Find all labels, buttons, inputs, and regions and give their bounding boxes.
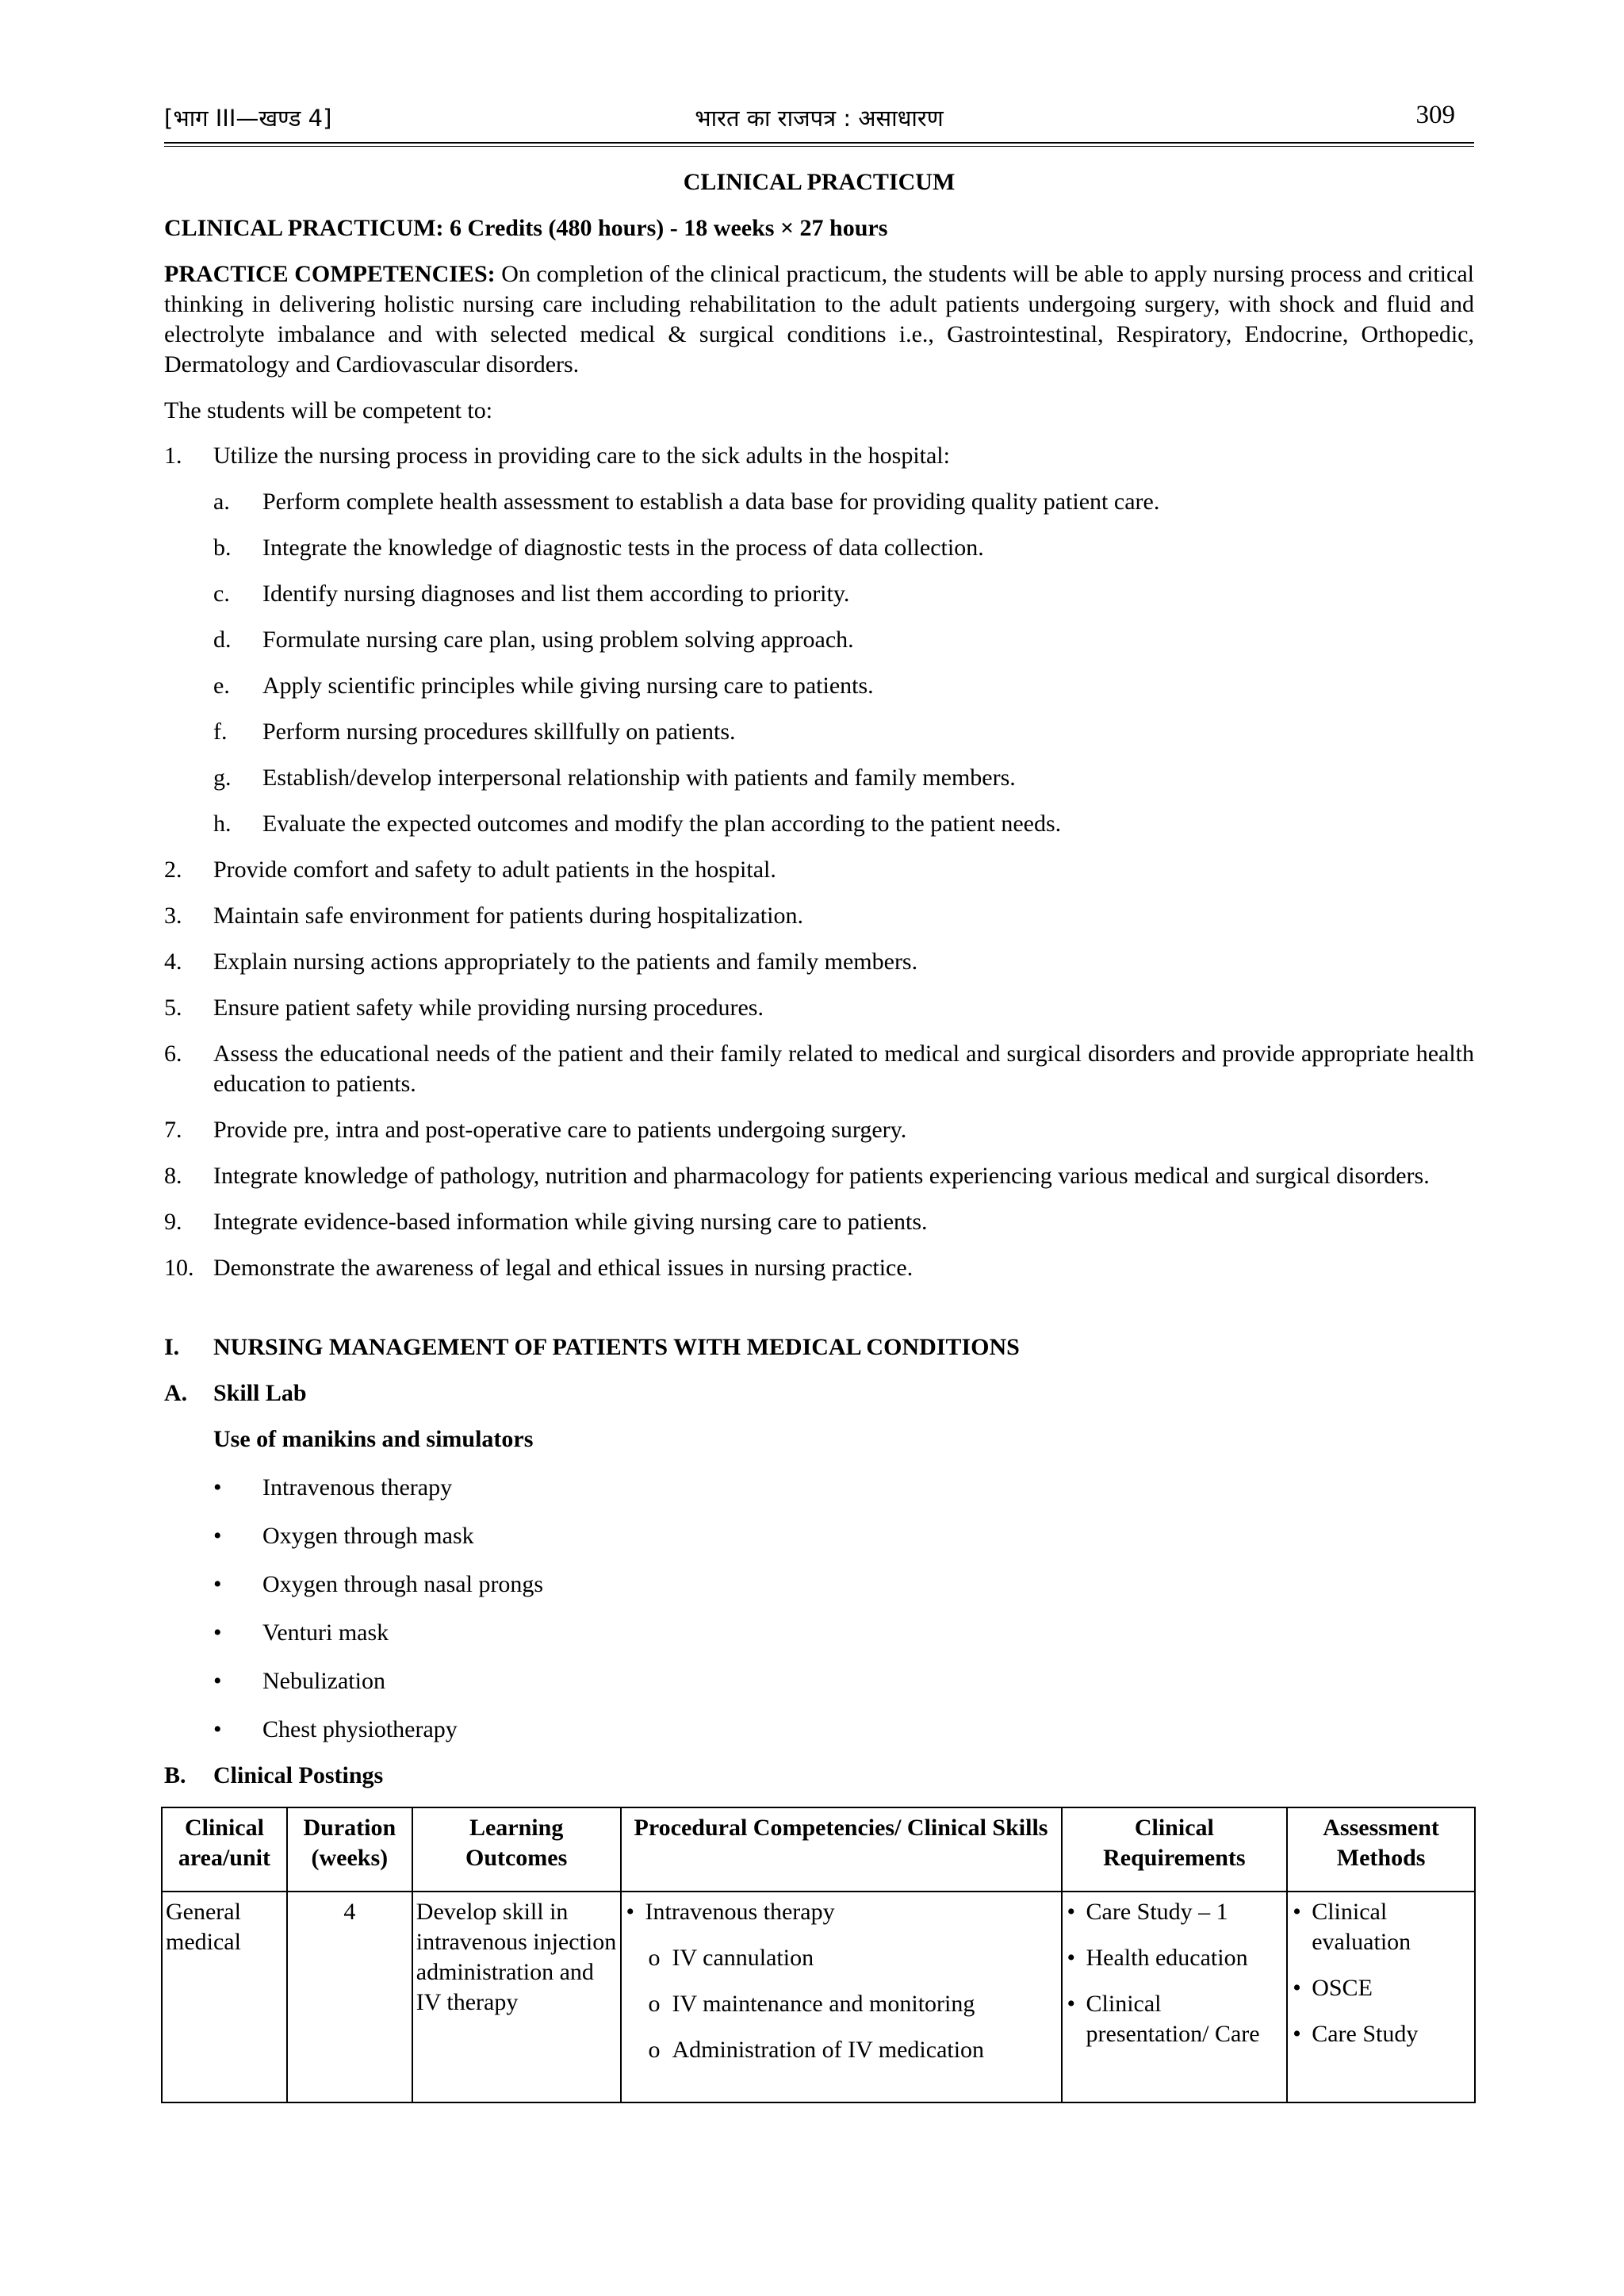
assessment-text: Care Study [1312, 2021, 1419, 2047]
list-item-text: Demonstrate the awareness of legal and ethical issues in nursing practice. [213, 1255, 914, 1281]
column-header: Clinical area/unit [162, 1807, 287, 1892]
page-number: 309 [1415, 101, 1455, 129]
sub-item-text: Evaluate the expected outcomes and modify the plan according to the patient needs. [262, 811, 1062, 837]
assessment-item [1291, 1897, 1471, 1957]
sub-item-letter: b. [213, 535, 232, 561]
list-item-text: Integrate knowledge of pathology, nutrition and pharmacology for patients experiencing various medical and surgical disorders. [213, 1163, 1430, 1189]
skill-item [625, 1897, 1058, 1927]
document-body [164, 167, 1474, 2103]
header-gazette-title: भारत का राजपत्र : असाधारण [695, 105, 944, 132]
practice-competencies [164, 259, 1474, 380]
requirement-text: Clinical presentation/ Care [1086, 1991, 1260, 2047]
requirement-item [1066, 1943, 1284, 1973]
table-row [162, 1892, 1475, 2102]
assessment-text: Clinical evaluation [1312, 1899, 1411, 1955]
cell-requirements [1062, 1892, 1288, 2102]
bullet-text: Nebulization [262, 1668, 385, 1694]
bullet-text: Intravenous therapy [262, 1474, 453, 1501]
list-item-number: 2. [164, 857, 182, 883]
list-item-number: 8. [164, 1163, 182, 1189]
skill-text: Intravenous therapy [645, 1899, 835, 1925]
subsection-letter: B. [164, 1762, 186, 1788]
skill-sub-item [625, 2035, 1058, 2065]
bullet-dot: • [1067, 1945, 1076, 1971]
column-header: Learning Outcomes [412, 1807, 621, 1892]
section-heading-text: NURSING MANAGEMENT OF PATIENTS WITH MEDICAL CONDITIONS [213, 1334, 1020, 1360]
skill-lab-title: Skill Lab [213, 1380, 307, 1406]
bullet-dot: • [213, 1668, 222, 1694]
header-part-section: [भाग III—खण्ड 4] [164, 105, 332, 132]
list-item-text: Provide comfort and safety to adult patients in the hospital. [213, 857, 776, 883]
list-item-number: 10. [164, 1255, 194, 1281]
column-header: Clinical Requirements [1062, 1807, 1288, 1892]
sub-item-letter: a. [213, 489, 230, 515]
sub-list-item [164, 533, 1474, 563]
section-number: I. [164, 1334, 180, 1360]
sub-item-text: Identify nursing diagnoses and list them according to priority. [262, 581, 850, 607]
bullet-dot: • [1067, 1991, 1076, 2017]
sub-list-item [164, 809, 1474, 839]
column-header: Procedural Competencies/ Clinical Skills [621, 1807, 1062, 1892]
bullet-dot: • [213, 1716, 222, 1742]
list-item-text: Provide pre, intra and post-operative care to patients undergoing surgery. [213, 1117, 907, 1143]
sub-item-letter: g. [213, 765, 232, 791]
header-rule [164, 142, 1474, 147]
bullet-text: Oxygen through mask [262, 1523, 474, 1549]
bullet-dot: • [213, 1571, 222, 1597]
bullet-item [164, 1521, 1474, 1551]
bullet-item [164, 1570, 1474, 1600]
sub-list-item [164, 671, 1474, 701]
subsection-letter: A. [164, 1380, 188, 1406]
list-item-number: 6. [164, 1041, 182, 1067]
sub-list-item [164, 625, 1474, 655]
sub-item-text: Establish/develop interpersonal relationship with patients and family members. [262, 765, 1016, 791]
assessment-list [1291, 1897, 1471, 2049]
bullet-dot: • [213, 1523, 222, 1549]
skill-sub-text: Administration of IV medication [672, 2037, 985, 2063]
list-item-text: Ensure patient safety while providing nursing procedures. [213, 995, 764, 1021]
assessment-item [1291, 2019, 1471, 2049]
list-item [164, 1039, 1474, 1099]
competencies-label: PRACTICE COMPETENCIES: [164, 261, 496, 287]
cell-outcomes: Develop skill in intravenous injection administration and IV therapy [412, 1892, 621, 2102]
bullet-item [164, 1715, 1474, 1745]
list-item-number: 9. [164, 1209, 182, 1235]
requirement-text: Health education [1086, 1945, 1248, 1971]
requirement-text: Care Study – 1 [1086, 1899, 1228, 1925]
skill-sub-item [625, 1989, 1058, 2019]
sub-item-text: Formulate nursing care plan, using problem solving approach. [262, 627, 854, 653]
cell-assessment [1287, 1892, 1475, 2102]
bullet-item [164, 1473, 1474, 1503]
bullet-item [164, 1666, 1474, 1696]
list-item [164, 1207, 1474, 1237]
skill-sub-item [625, 1943, 1058, 1973]
skill-lab-heading [164, 1378, 1474, 1409]
list-item [164, 1161, 1474, 1191]
sub-list-item [164, 717, 1474, 747]
clinical-postings-title: Clinical Postings [213, 1762, 384, 1788]
list-item [164, 993, 1474, 1023]
list-item-number: 4. [164, 949, 182, 975]
competent-intro: The students will be competent to: [164, 397, 493, 424]
column-header: Assessment Methods [1287, 1807, 1475, 1892]
sub-item-letter: c. [213, 581, 230, 607]
competencies-text: On completion of the clinical practicum, the students will be able to apply nursing process and critical thinking in delivering holistic nursing care including rehabilitation to the adult patients undergoing surgery, with shock and fluid and electrolyte imbalance and with selected medical & surgical conditions i.e., Gastrointestinal, Respiratory, Endocrine, Orthopedic, Dermatology and Cardiovascular disorders. [164, 261, 1474, 378]
skill-sub-text: IV maintenance and monitoring [672, 1991, 975, 2017]
list-item-number: 3. [164, 903, 182, 929]
list-item [164, 441, 1474, 471]
cell-skills [621, 1892, 1062, 2102]
bullet-text: Venturi mask [262, 1619, 389, 1646]
list-item-text: Assess the educational needs of the patient and their family related to medical and surgical disorders and provide appropriate health education to patients. [213, 1041, 1474, 1097]
list-item-text: Integrate evidence-based information while giving nursing care to patients. [213, 1209, 928, 1235]
requirement-item [1066, 1897, 1284, 1927]
sub-list-item [164, 763, 1474, 793]
bullet-text: Chest physiotherapy [262, 1716, 458, 1742]
list-item [164, 1253, 1474, 1283]
list-item-number: 1. [164, 443, 182, 469]
cell-duration: 4 [287, 1892, 412, 2102]
bullet-text: Oxygen through nasal prongs [262, 1571, 544, 1597]
sub-list-item [164, 487, 1474, 517]
credits-line: CLINICAL PRACTICUM: 6 Credits (480 hours) - 18 weeks × 27 hours [164, 215, 888, 241]
list-item-number: 7. [164, 1117, 182, 1143]
sub-item-text: Integrate the knowledge of diagnostic tests in the process of data collection. [262, 535, 984, 561]
assessment-text: OSCE [1312, 1975, 1373, 2001]
sub-list-item [164, 579, 1474, 609]
competency-list [164, 441, 1474, 1283]
bullet-dot: • [1293, 1899, 1301, 1925]
column-header: Duration (weeks) [287, 1807, 412, 1892]
bullet-dot: • [1293, 2021, 1301, 2047]
section-title: CLINICAL PRACTICUM [683, 169, 956, 195]
sub-item-letter: f. [213, 719, 228, 745]
list-item-text: Maintain safe environment for patients during hospitalization. [213, 903, 803, 929]
list-item [164, 855, 1474, 885]
bullet-dot: • [626, 1899, 635, 1925]
list-item-text: Explain nursing actions appropriately to the patients and family members. [213, 949, 918, 975]
list-item [164, 947, 1474, 977]
sub-item-letter: h. [213, 811, 232, 837]
bullet-dot: • [213, 1619, 222, 1646]
bullet-dot: • [1293, 1975, 1301, 2001]
list-item-text: Utilize the nursing process in providing care to the sick adults in the hospital: [213, 443, 950, 469]
page-header [164, 99, 1474, 142]
bullet-dot: • [213, 1474, 222, 1501]
cell-area: General medical [162, 1892, 287, 2102]
clinical-postings-heading [164, 1761, 1474, 1791]
requirements-list [1066, 1897, 1284, 2049]
circle-bullet: o [648, 1945, 661, 1971]
section-heading [164, 1332, 1474, 1363]
sub-item-text: Perform nursing procedures skillfully on patients. [262, 719, 736, 745]
requirement-item [1066, 1989, 1284, 2049]
list-item [164, 901, 1474, 931]
skills-list [625, 1897, 1058, 2065]
clinical-postings-table [161, 1807, 1476, 2103]
sub-item-text: Apply scientific principles while giving nursing care to patients. [262, 673, 874, 699]
circle-bullet: o [648, 1991, 661, 2017]
circle-bullet: o [648, 2037, 661, 2063]
sub-item-text: Perform complete health assessment to establish a data base for providing quality patient care. [262, 489, 1160, 515]
list-item [164, 1115, 1474, 1145]
sub-item-letter: d. [213, 627, 232, 653]
bullet-dot: • [1067, 1899, 1076, 1925]
bullet-item [164, 1618, 1474, 1648]
skill-sub-text: IV cannulation [672, 1945, 814, 1971]
skill-lab-subtitle: Use of manikins and simulators [213, 1426, 534, 1452]
gazette-page [164, 99, 1474, 2103]
table-header-row [162, 1807, 1475, 1892]
assessment-item [1291, 1973, 1471, 2003]
list-item-number: 5. [164, 995, 182, 1021]
sub-item-letter: e. [213, 673, 230, 699]
